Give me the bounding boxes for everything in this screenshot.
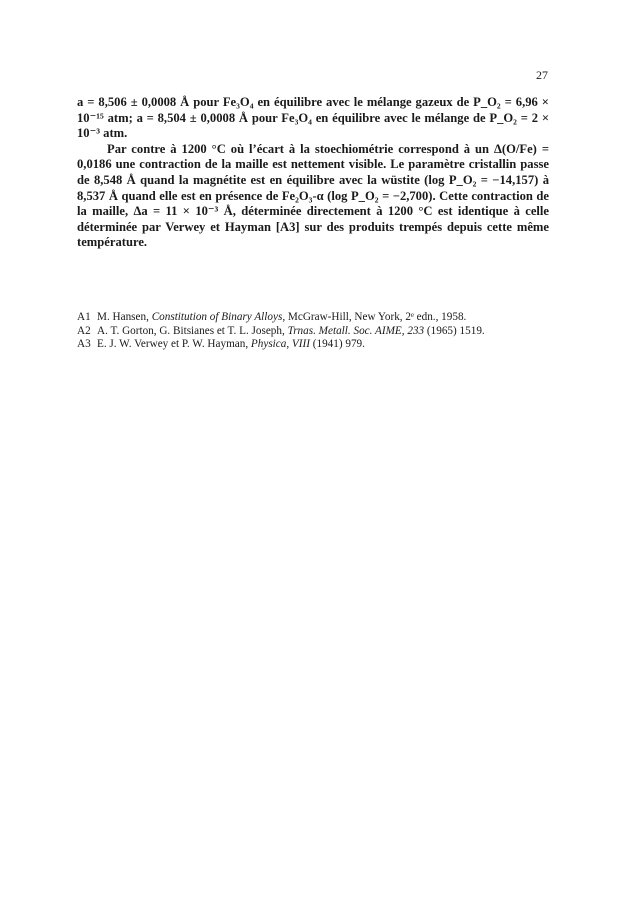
reference-title: Physica, VIII (250, 338, 313, 351)
page-number: 27 (536, 68, 548, 82)
reference-text (97, 325, 549, 339)
text-line: déterminée directement à 1200 °C est identique à celle déterminée par Verwey (77, 204, 549, 234)
reference-id: A3 (77, 338, 91, 351)
text-line: Par contre à 1200 °C où l’écart à la stoechiométrie correspond à un (107, 141, 495, 156)
text-line: P_O₂ = 6,96 × 10⁻¹⁵ atm; a = 8,504 ± 0,0008 Å pour Fe₃O₄ en équilibre avec (77, 95, 549, 125)
reference-authors: A. T. Gorton, G. Bitsianes et T. L. Joseph, (97, 324, 288, 337)
reference-id: A1 (77, 311, 91, 323)
reference-id: A2 (77, 324, 91, 337)
body-text (77, 95, 549, 251)
reference-item (77, 325, 549, 339)
text-line: la wüstite (log P_O₂ = −14,157) à 8,537 Å quand elle est en présence de (77, 172, 549, 203)
reference-text (97, 311, 549, 325)
paragraph-lattice-parameters (77, 95, 549, 142)
text-line: a = 8,506 ± 0,0008 Å pour Fe₃O₄ en équilibre avec le mélange gazeux de (77, 95, 474, 109)
text-line: Fe₂O₃-α (log P_O₂ = −2,700). Cette contraction de la maille, Δa = 11 × 10⁻³ Å, (77, 188, 549, 219)
reference-list (77, 311, 549, 352)
reference-title: Trnas. Metall. Soc. AIME, 233 (287, 324, 427, 337)
reference-details: (1941) 979. (312, 338, 365, 351)
reference-item (77, 311, 549, 325)
reference-title: Constitution of Binary Alloys, (151, 311, 288, 323)
paragraph-contraction (77, 142, 549, 251)
text-line: et Hayman [A3] sur des produits trempés depuis cette même température. (77, 219, 549, 250)
text-line: paramètre cristallin passe de 8,548 Å quand la magnétite est en équilibre avec (77, 157, 549, 187)
reference-details: McGraw-Hill, New York, 2ᵉ edn., 1958. (287, 311, 467, 323)
reference-details: (1965) 1519. (426, 324, 485, 337)
reference-authors: E. J. W. Verwey et P. W. Hayman, (97, 338, 251, 351)
reference-item (77, 338, 549, 352)
text-line: Δ(O/Fe) = 0,0186 une contraction de la maille est nettement visible. Le (77, 141, 550, 172)
text-line: le mélange de P_O₂ = 2 × 10⁻³ atm. (77, 110, 549, 141)
reference-authors: M. Hansen, (97, 311, 152, 323)
reference-text (97, 338, 549, 352)
